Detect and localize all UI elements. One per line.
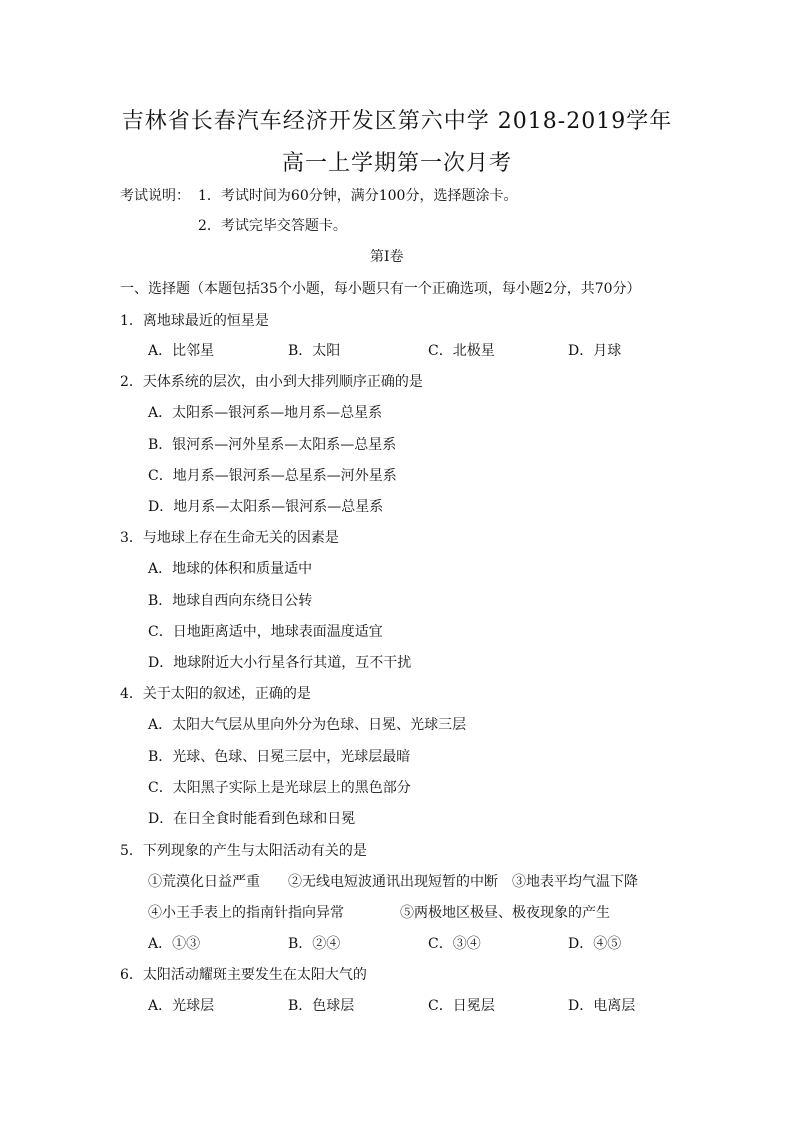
question-5-item-4: ④小王手表上的指南针指向异常 bbox=[148, 905, 344, 921]
question-5-item-3: ③地表平均气温下降 bbox=[512, 874, 638, 890]
question-2-option-a: A．太阳系—银河系—地月系—总星系 bbox=[148, 405, 383, 421]
question-6-option-b: B．色球层 bbox=[288, 998, 355, 1014]
question-5-item-2: ②无线电短波通讯出现短暂的中断 bbox=[288, 874, 498, 890]
exam-title-line1: 吉林省长春汽车经济开发区第六中学 2018-2019学年 bbox=[121, 109, 673, 134]
question-3-option-d: D．地球附近大小行星各行其道，互不干扰 bbox=[148, 655, 412, 671]
question-1-option-d: D．月球 bbox=[568, 343, 622, 359]
question-4-stem: 4．关于太阳的叙述，正确的是 bbox=[120, 686, 311, 702]
question-6-option-c: C．日冕层 bbox=[428, 998, 495, 1014]
question-5-item-1: ①荒漠化日益严重 bbox=[148, 874, 260, 890]
question-2-option-d: D．地月系—太阳系—银河系—总星系 bbox=[148, 499, 384, 515]
question-3-option-b: B．地球自西向东绕日公转 bbox=[148, 593, 313, 609]
question-6-stem: 6．太阳活动耀斑主要发生在太阳大气的 bbox=[120, 967, 367, 983]
question-4-option-d: D．在日全食时能看到色球和日冕 bbox=[148, 811, 356, 827]
question-5-option-a: A．①③ bbox=[148, 936, 201, 952]
instructions-item-1: 1．考试时间为60分钟，满分100分，选择题涂卡。 bbox=[198, 188, 518, 204]
question-5-option-c: C．③④ bbox=[428, 936, 481, 952]
question-5-item-5: ⑤两极地区极昼、极夜现象的产生 bbox=[400, 905, 610, 921]
question-3-option-c: C．日地距离适中，地球表面温度适宜 bbox=[148, 624, 383, 640]
instructions-label: 考试说明： bbox=[120, 188, 190, 204]
exam-title-line2: 高一上学期第一次月考 bbox=[281, 151, 512, 176]
question-3-stem: 3．与地球上存在生命无关的因素是 bbox=[120, 530, 339, 546]
volume-heading: 第Ⅰ卷 bbox=[370, 249, 404, 265]
question-5-stem: 5．下列现象的产生与太阳活动有关的是 bbox=[120, 843, 367, 859]
instructions-item-2: 2．考试完毕交答题卡。 bbox=[198, 218, 347, 234]
question-5-option-d: D．④⑤ bbox=[568, 936, 622, 952]
question-2-option-b: B．银河系—河外星系—太阳系—总星系 bbox=[148, 437, 397, 453]
question-2-stem: 2．天体系统的层次，由小到大排列顺序正确的是 bbox=[120, 374, 423, 390]
question-5-option-b: B．②④ bbox=[288, 936, 341, 952]
section-heading: 一、选择题（本题包括35个小题，每小题只有一个正确选项，每小题2分，共70分） bbox=[120, 281, 641, 297]
question-1-option-c: C．北极星 bbox=[428, 343, 495, 359]
question-6-option-a: A．光球层 bbox=[148, 998, 215, 1014]
question-4-option-c: C．太阳黑子实际上是光球层上的黑色部分 bbox=[148, 780, 411, 796]
question-4-option-a: A．太阳大气层从里向外分为色球、日冕、光球三层 bbox=[148, 717, 467, 733]
question-1-option-a: A．比邻星 bbox=[148, 343, 215, 359]
question-2-option-c: C．地月系—银河系—总星系—河外星系 bbox=[148, 468, 397, 484]
question-1-stem: 1．离地球最近的恒星是 bbox=[120, 313, 269, 329]
question-4-option-b: B．光球、色球、日冕三层中，光球层最暗 bbox=[148, 749, 411, 765]
question-3-option-a: A．地球的体积和质量适中 bbox=[148, 561, 313, 577]
question-6-option-d: D．电离层 bbox=[568, 998, 636, 1014]
question-1-option-b: B．太阳 bbox=[288, 343, 341, 359]
